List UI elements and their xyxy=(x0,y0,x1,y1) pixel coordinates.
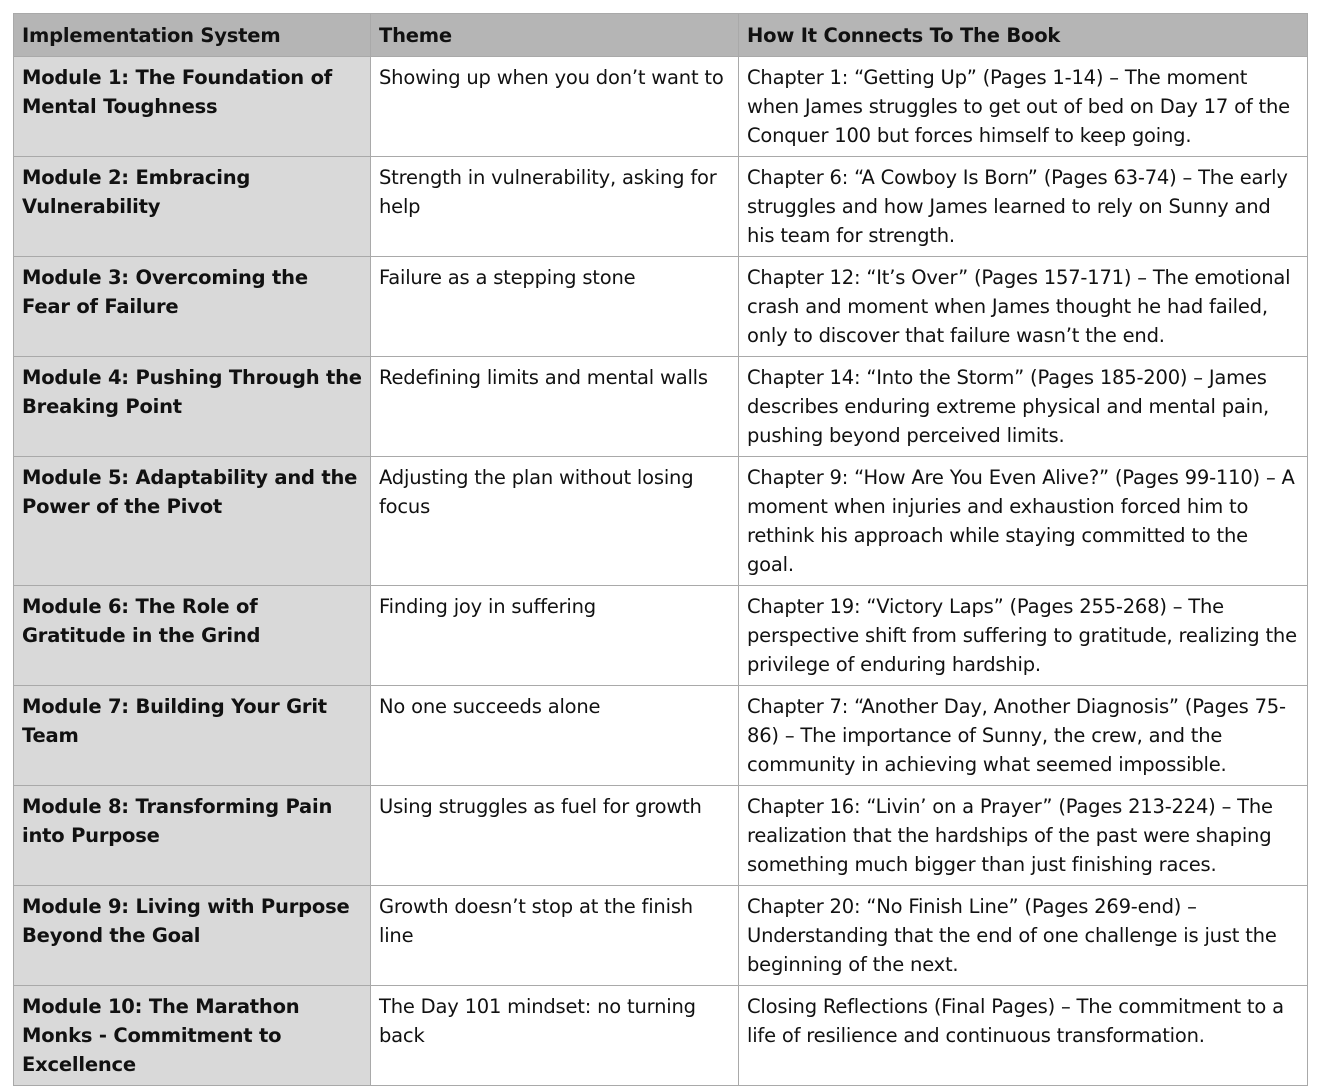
theme-cell: Using struggles as fuel for growth xyxy=(371,786,739,886)
table-row xyxy=(14,357,1308,457)
table-row xyxy=(14,586,1308,686)
theme-cell: The Day 101 mindset: no turning back xyxy=(371,986,739,1086)
connection-cell: Chapter 19: “Victory Laps” (Pages 255-268) – The perspective shift from suffering to gratitude, realizing the privilege of enduring hardship. xyxy=(739,586,1308,686)
theme-cell: Failure as a stepping stone xyxy=(371,257,739,357)
module-cell: Module 9: Living with Purpose Beyond the Goal xyxy=(14,886,371,986)
theme-cell: Growth doesn’t stop at the finish line xyxy=(371,886,739,986)
table-row xyxy=(14,986,1308,1086)
module-cell: Module 6: The Role of Gratitude in the Grind xyxy=(14,586,371,686)
theme-cell: Strength in vulnerability, asking for help xyxy=(371,157,739,257)
connection-cell: Chapter 16: “Livin’ on a Prayer” (Pages 213-224) – The realization that the hardships of the past were shaping something much bigger than just finishing races. xyxy=(739,786,1308,886)
connection-cell: Closing Reflections (Final Pages) – The commitment to a life of resilience and continuous transformation. xyxy=(739,986,1308,1086)
table-row xyxy=(14,257,1308,357)
table-row xyxy=(14,686,1308,786)
table-row xyxy=(14,886,1308,986)
table-row xyxy=(14,786,1308,886)
connection-cell: Chapter 12: “It’s Over” (Pages 157-171) – The emotional crash and moment when James thought he had failed, only to discover that failure wasn’t the end. xyxy=(739,257,1308,357)
module-cell: Module 4: Pushing Through the Breaking Point xyxy=(14,357,371,457)
module-cell: Module 8: Transforming Pain into Purpose xyxy=(14,786,371,886)
header-book-connection: How It Connects To The Book xyxy=(739,14,1308,57)
theme-cell: Adjusting the plan without losing focus xyxy=(371,457,739,586)
module-cell: Module 3: Overcoming the Fear of Failure xyxy=(14,257,371,357)
table-row xyxy=(14,157,1308,257)
module-cell: Module 10: The Marathon Monks - Commitment to Excellence xyxy=(14,986,371,1086)
connection-cell: Chapter 20: “No Finish Line” (Pages 269-end) – Understanding that the end of one challenge is just the beginning of the next. xyxy=(739,886,1308,986)
connection-cell: Chapter 1: “Getting Up” (Pages 1-14) – The moment when James struggles to get out of bed on Day 17 of the Conquer 100 but forces himself to keep going. xyxy=(739,57,1308,157)
module-cell: Module 2: Embracing Vulnerability xyxy=(14,157,371,257)
module-cell: Module 1: The Foundation of Mental Toughness xyxy=(14,57,371,157)
module-cell: Module 5: Adaptability and the Power of the Pivot xyxy=(14,457,371,586)
connection-cell: Chapter 7: “Another Day, Another Diagnosis” (Pages 75-86) – The importance of Sunny, the crew, and the community in achieving what seemed impossible. xyxy=(739,686,1308,786)
table-row xyxy=(14,57,1308,157)
theme-cell: Redefining limits and mental walls xyxy=(371,357,739,457)
connection-cell: Chapter 9: “How Are You Even Alive?” (Pages 99-110) – A moment when injuries and exhaustion forced him to rethink his approach while staying committed to the goal. xyxy=(739,457,1308,586)
connection-cell: Chapter 6: “A Cowboy Is Born” (Pages 63-74) – The early struggles and how James learned to rely on Sunny and his team for strength. xyxy=(739,157,1308,257)
header-theme: Theme xyxy=(371,14,739,57)
table-row xyxy=(14,457,1308,586)
header-row xyxy=(14,14,1308,57)
theme-cell: Showing up when you don’t want to xyxy=(371,57,739,157)
table-body xyxy=(14,57,1308,1086)
theme-cell: Finding joy in suffering xyxy=(371,586,739,686)
module-cell: Module 7: Building Your Grit Team xyxy=(14,686,371,786)
table-header xyxy=(14,14,1308,57)
modules-table xyxy=(13,13,1308,1086)
header-implementation-system: Implementation System xyxy=(14,14,371,57)
theme-cell: No one succeeds alone xyxy=(371,686,739,786)
connection-cell: Chapter 14: “Into the Storm” (Pages 185-200) – James describes enduring extreme physical and mental pain, pushing beyond perceived limits. xyxy=(739,357,1308,457)
